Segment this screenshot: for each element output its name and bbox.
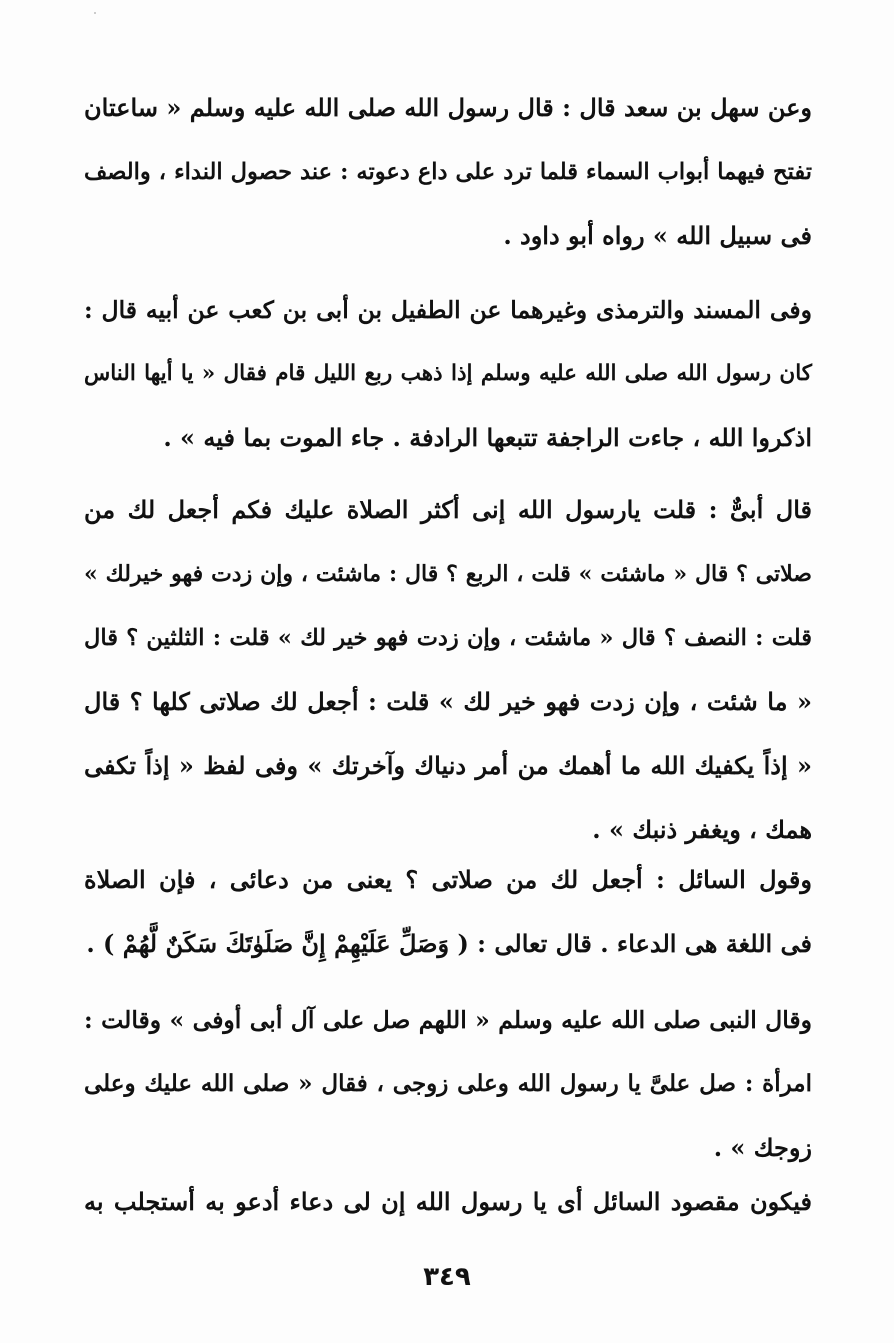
paragraph-4 <box>84 848 812 976</box>
text-line: همك ، ويغفر ذنبك » . <box>592 815 812 844</box>
text-line: اذكروا الله ، جاءت الراجفة تتبعها الرادفة . جاء الموت بما فيه » . <box>163 423 812 452</box>
text-line: كان رسول الله صلى الله عليه وسلم إذا ذهب ربع الليل قام فقال « يا أيها الناس <box>84 361 812 386</box>
paragraph-1 <box>84 76 812 268</box>
paragraph-6 <box>84 1170 812 1234</box>
text-line: فى اللغة هى الدعاء . قال تعالى : ( وَصَلِّ عَلَيْهِمْ إِنَّ صَلَوٰتَكَ سَكَنٌ لَّهُمْ ) . <box>86 929 812 958</box>
text-line: « إذاً يكفيك الله ما أهمك من أمر دنياك وآخرتك » وفى لفظ « إذاً تكفى <box>84 751 812 780</box>
text-line: وعن سهل بن سعد قال : قال رسول الله صلى الله عليه وسلم « ساعتان <box>84 93 813 122</box>
text-line: وقال النبى صلى الله عليه وسلم « اللهم صل على آل أبى أوفى » وقالت : <box>84 1006 812 1034</box>
text-line: وفى المسند والترمذى وغيرهما عن الطفيل بن أبى بن كعب عن أبيه قال : <box>84 296 812 324</box>
text-line: فيكون مقصود السائل أى يا رسول الله إن لى دعاء أدعو به أستجلب به <box>84 1187 812 1216</box>
text-line: امرأة : صل علىَّ يا رسول الله وعلى زوجى ، فقال « صلى الله عليك وعلى <box>84 1070 812 1097</box>
text-line: فى سبيل الله » رواه أبو داود . <box>503 221 812 250</box>
scan-speck <box>94 12 96 14</box>
text-line: قلت : النصف ؟ قال « ماشئت ، وإن زدت فهو خير لك » قلت : الثلثين ؟ قال <box>84 625 812 651</box>
page-number: ٣٤٩ <box>423 1262 471 1292</box>
text-line: صلاتى ؟ قال « ماشئت » قلت ، الربع ؟ قال : ماشئت ، وإن زدت فهو خيرلك » <box>84 561 812 587</box>
text-line: وقول السائل : أجعل لك من صلاتى ؟ يعنى من دعائى ، فإن الصلاة <box>84 865 812 894</box>
text-line: تفتح فيهما أبواب السماء قلما ترد على داع دعوته : عند حصول النداء ، والصف <box>84 159 812 185</box>
text-line: زوجك » . <box>713 1133 812 1162</box>
paragraph-5 <box>84 988 812 1180</box>
paragraph-3 <box>84 478 812 862</box>
text-line: قال أبىٌّ : قلت يارسول الله إنى أكثر الصلاة عليك فكم أجعل لك من <box>84 495 812 524</box>
paragraph-2 <box>84 278 812 470</box>
text-line: « ما شئت ، وإن زدت فهو خير لك » قلت : أجعل لك صلاتى كلها ؟ قال <box>84 687 812 716</box>
